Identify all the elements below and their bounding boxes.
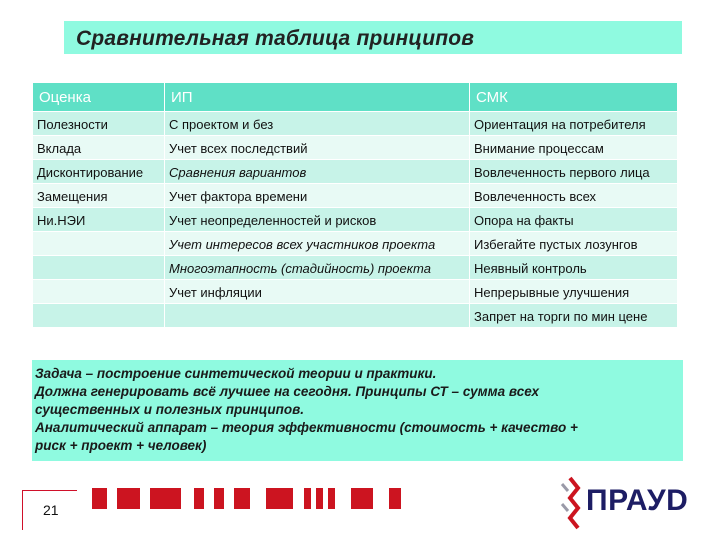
table-cell: Полезности: [33, 112, 165, 136]
table-row: [33, 136, 678, 160]
table-row: [33, 160, 678, 184]
table-row: [33, 256, 678, 280]
table-cell: Ни.НЭИ: [33, 208, 165, 232]
table-row: [33, 208, 678, 232]
table-row: [33, 280, 678, 304]
deco-bar: [234, 488, 250, 509]
table-cell: С проектом и без: [165, 112, 470, 136]
table-cell: [33, 280, 165, 304]
task-line: риск + проект + человек): [35, 438, 207, 453]
table-cell: [33, 304, 165, 328]
table-cell: Неявный контроль: [470, 256, 678, 280]
deco-bar: [328, 488, 335, 509]
deco-bar: [214, 488, 224, 509]
deco-bar: [92, 488, 107, 509]
table-row: [33, 184, 678, 208]
deco-bar: [316, 488, 323, 509]
table-cell: Запрет на торги по мин цене: [470, 304, 678, 328]
deco-bar: [304, 488, 311, 509]
table-cell: Ориентация на потребителя: [470, 112, 678, 136]
table-cell: Замещения: [33, 184, 165, 208]
table-cell: Сравнения вариантов: [165, 160, 470, 184]
table-cell: Внимание процессам: [470, 136, 678, 160]
task-line: Должна генерировать всё лучшее на сегодня. Принципы СТ – сумма всех: [35, 384, 540, 399]
table-cell: Многоэтапность (стадийность) проекта: [165, 256, 470, 280]
page-number: 21: [22, 490, 77, 530]
task-statement: [32, 360, 683, 461]
comparison-table: [32, 82, 678, 328]
table-cell: Дисконтирование: [33, 160, 165, 184]
deco-bar: [150, 488, 181, 509]
praud-logo: [556, 474, 690, 534]
table-cell: Избегайте пустых лозунгов: [470, 232, 678, 256]
table-cell: Учет интересов всех участников проекта: [165, 232, 470, 256]
table-cell: Вовлеченность всех: [470, 184, 678, 208]
table-header-row: [33, 83, 678, 112]
table-cell: Учет неопределенностей и рисков: [165, 208, 470, 232]
table-cell: Опора на факты: [470, 208, 678, 232]
table-row: [33, 232, 678, 256]
task-line: существенных и полезных принципов.: [35, 402, 305, 417]
logo-text: ПРАУD: [586, 484, 689, 517]
deco-bar: [351, 488, 373, 509]
table-cell: [33, 232, 165, 256]
deco-bar: [194, 488, 204, 509]
table-row: [33, 112, 678, 136]
deco-bar: [389, 488, 401, 509]
table-cell: Учет всех последствий: [165, 136, 470, 160]
slide-title: Сравнительная таблица принципов: [64, 21, 682, 54]
table-cell: Учет инфляции: [165, 280, 470, 304]
table-cell: Учет фактора времени: [165, 184, 470, 208]
task-line: Задача – построение синтетической теории и практики.: [35, 366, 437, 381]
table-cell: [165, 304, 470, 328]
header-smk: СМК: [470, 83, 678, 112]
header-evaluation: Оценка: [33, 83, 165, 112]
deco-bar: [266, 488, 293, 509]
table-cell: [33, 256, 165, 280]
task-line: Аналитический аппарат – теория эффективности (стоимость + качество +: [35, 420, 578, 435]
table-cell: Вклада: [33, 136, 165, 160]
table-cell: Непрерывные улучшения: [470, 280, 678, 304]
logo-mark-icon: [556, 476, 586, 532]
header-ip: ИП: [165, 83, 470, 112]
deco-bar: [117, 488, 140, 509]
table-cell: Вовлеченность первого лица: [470, 160, 678, 184]
table-row: [33, 304, 678, 328]
